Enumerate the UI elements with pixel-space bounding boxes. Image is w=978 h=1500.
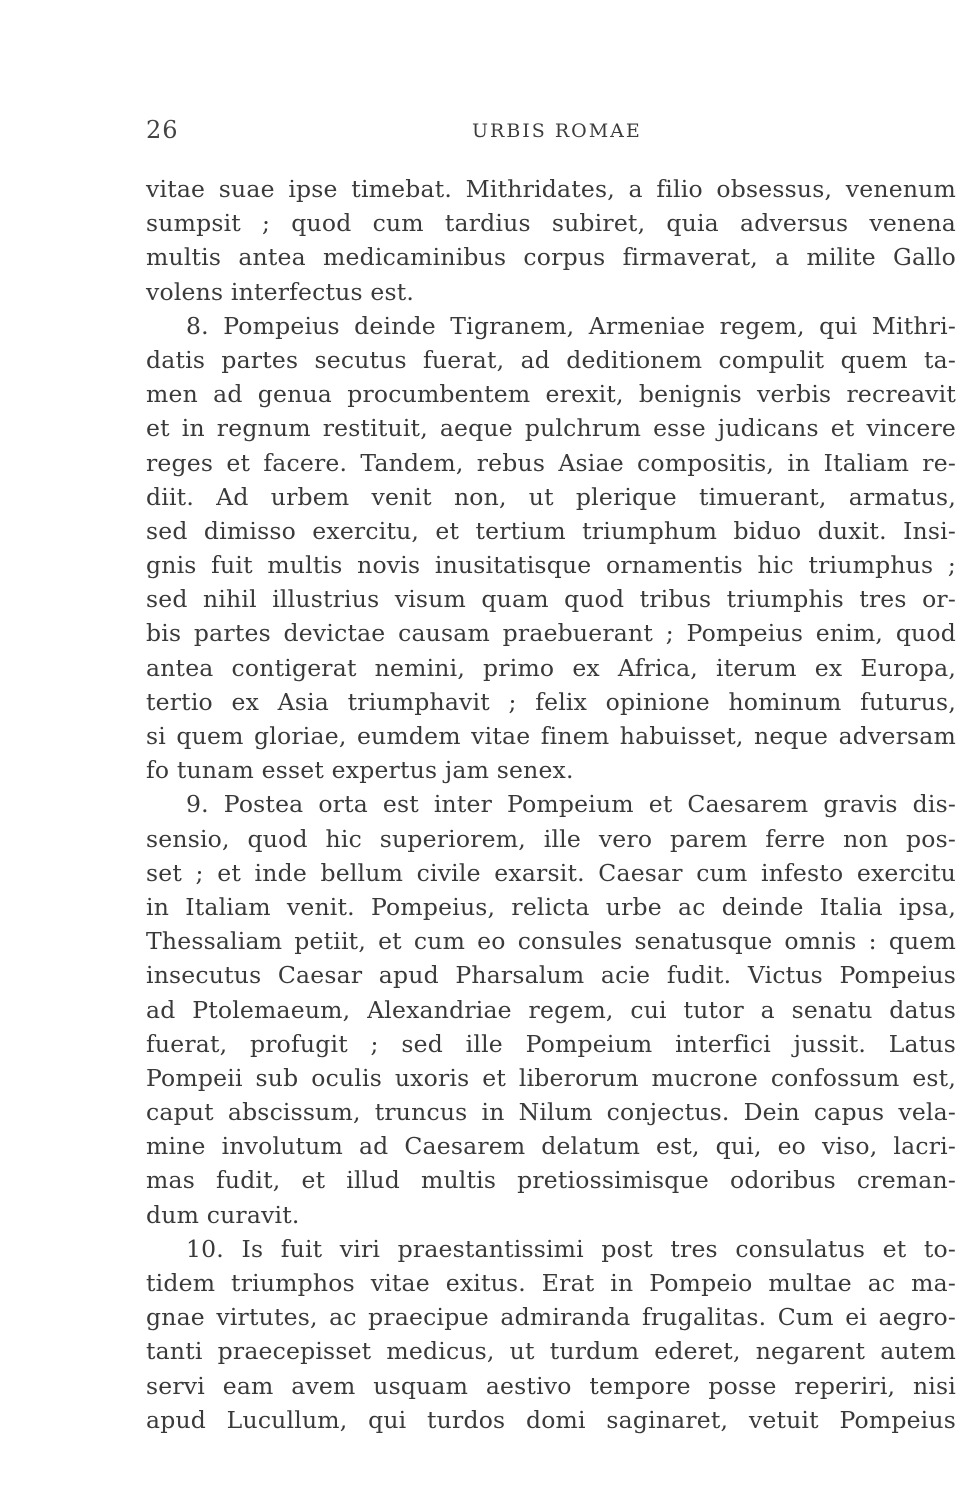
text-line: tanti praecepisset medicus, ut turdum ederet, negarent autem: [146, 1337, 956, 1366]
text-line: 10. Is fuit viri praestantissimi post tres consulatus et to-: [186, 1234, 956, 1263]
text-line: reges et facere. Tandem, rebus Asiae compositis, in Italiam re-: [146, 448, 956, 477]
text-line: sed dimisso exercitu, et tertium triumphum biduo duxit. Insi-: [146, 516, 956, 545]
text-line: et in regnum restituit, aeque pulchrum esse judicans et vincere: [146, 414, 956, 443]
text-line: fo tunam esset expertus jam senex.: [146, 756, 574, 785]
text-line: Thessaliam petiit, et cum eo consules senatusque omnis : quem: [146, 927, 956, 956]
text-line: bis partes devictae causam praebuerant ; Pompeius enim, quod: [146, 619, 956, 648]
text-line: tertio ex Asia triumphavit ; felix opinione hominum futurus,: [146, 687, 956, 716]
text-line: fuerat, profugit ; sed ille Pompeium interfici jussit. Latus: [146, 1029, 956, 1058]
text-line: Pompeii sub oculis uxoris et liberorum mucrone confossum est,: [146, 1063, 956, 1092]
text-line: caput abscissum, truncus in Nilum conjectus. Dein capus vela-: [146, 1098, 956, 1127]
text-line: sensio, quod hic superiorem, ille vero parem ferre non pos-: [146, 824, 956, 853]
text-line: sed nihil illustrius visum quam quod tribus triumphis tres or-: [146, 585, 956, 614]
text-line: mine involutum ad Caesarem delatum est, qui, eo viso, lacri-: [146, 1132, 956, 1161]
text-line: gnae virtutes, ac praecipue admiranda frugalitas. Cum ei aegro-: [146, 1303, 956, 1332]
text-line: mas fudit, et illud multis pretiossimisque odoribus creman-: [146, 1166, 956, 1195]
text-line: si quem gloriae, eumdem vitae finem habuisset, neque adversam: [146, 722, 956, 750]
text-line: in Italiam venit. Pompeius, relicta urbe ac deinde Italia ipsa,: [146, 892, 956, 921]
text-line: servi eam avem usquam aestivo tempore posse reperiri, nisi: [146, 1371, 956, 1400]
text-line: ad Ptolemaeum, Alexandriae regem, cui tutor a senatu datus: [146, 995, 956, 1024]
text-line: datis partes secutus fuerat, ad deditionem compulit quem ta-: [146, 345, 956, 374]
text-line: multis antea medicaminibus corpus firmaverat, a milite Gallo: [146, 243, 956, 272]
text-line: insecutus Caesar apud Pharsalum acie fudit. Victus Pompeius: [146, 961, 956, 990]
text-line: men ad genua procumbentem erexit, benignis verbis recreavit: [146, 380, 956, 409]
text-line: tidem triumphos vitae exitus. Erat in Pompeio multae ac ma-: [146, 1269, 956, 1297]
body-text: [146, 172, 956, 1437]
text-line: 8. Pompeius deinde Tigranem, Armeniae regem, qui Mithri-: [186, 311, 956, 340]
text-line: apud Lucullum, qui turdos domi saginaret, vetuit Pompeius: [146, 1405, 956, 1434]
text-line: dum curavit.: [146, 1200, 300, 1229]
text-line: antea contigerat nemini, primo ex Africa, iterum ex Europa,: [146, 653, 956, 682]
text-line: set ; et inde bellum civile exarsit. Caesar cum infesto exercitu: [146, 858, 956, 887]
text-line: 9. Postea orta est inter Pompeium et Caesarem gravis dis-: [186, 790, 956, 819]
text-line: vitae suae ipse timebat. Mithridates, a filio obsessus, venenum: [146, 175, 956, 203]
text-line: diit. Ad urbem venit non, ut plerique timuerant, armatus,: [146, 482, 956, 511]
text-line: gnis fuit multis novis inusitatisque ornamentis hic triumphus ;: [146, 551, 956, 580]
running-title: URBIS ROMAE: [472, 120, 642, 142]
text-line: volens interfectus est.: [146, 277, 415, 306]
page-header: [146, 116, 956, 150]
page-number: 26: [146, 116, 179, 144]
text-line: sumpsit ; quod cum tardius subiret, quia adversus venena: [146, 209, 956, 238]
